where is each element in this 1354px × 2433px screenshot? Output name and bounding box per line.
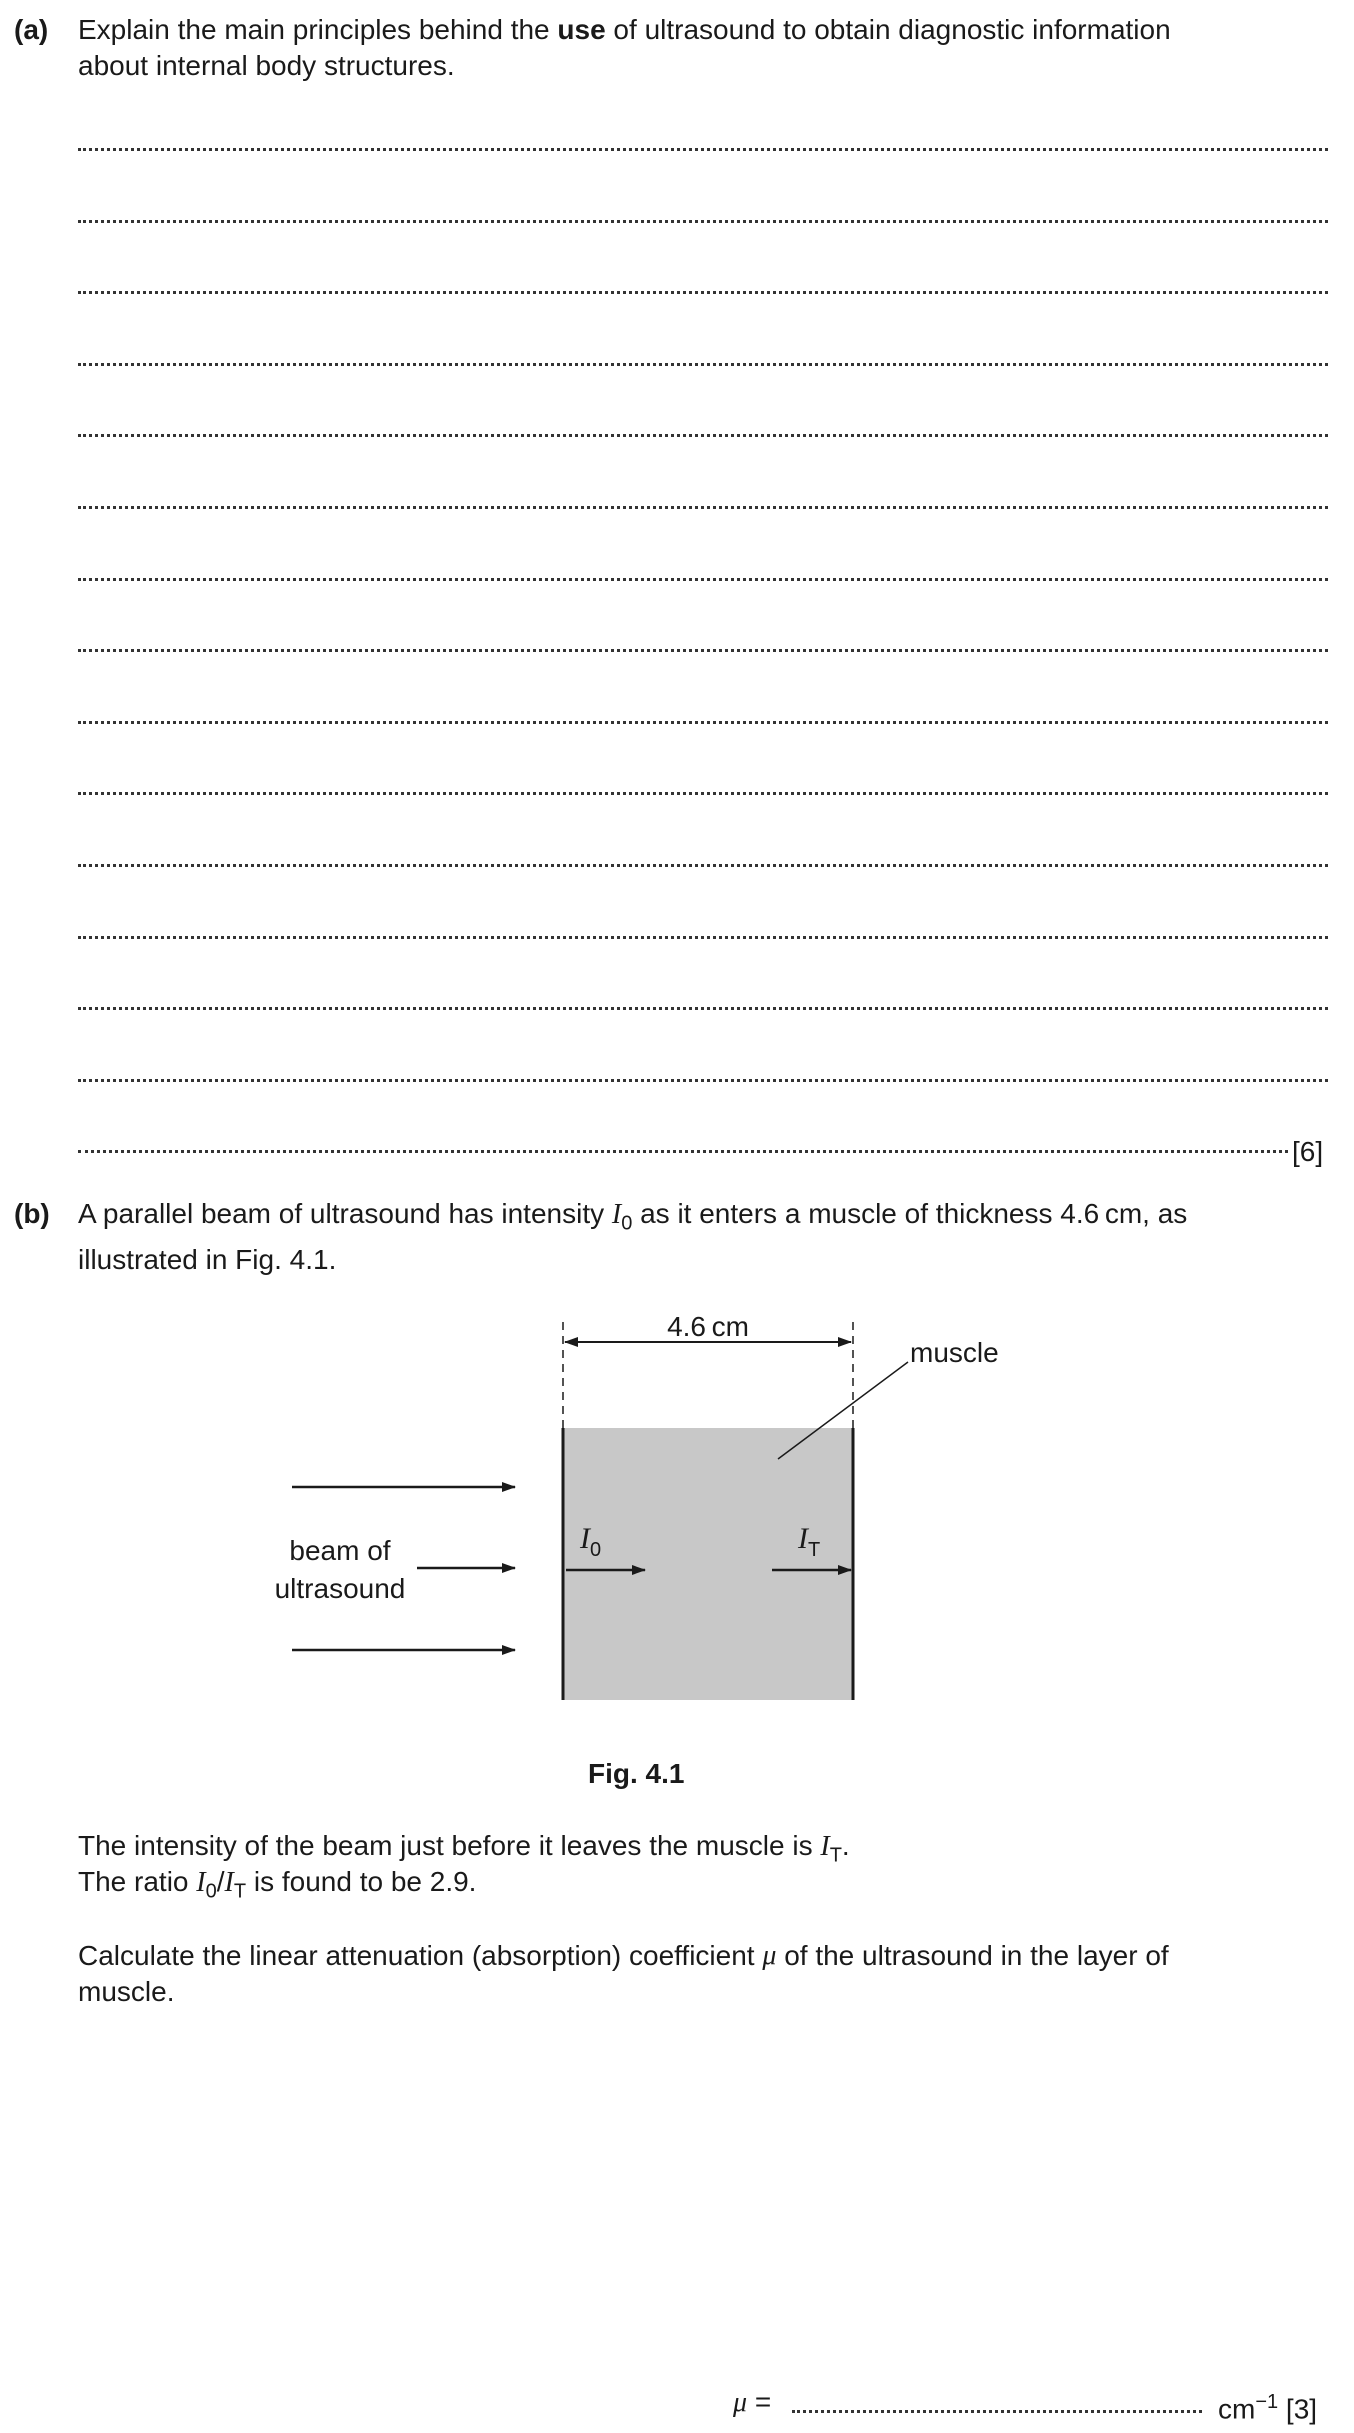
part-b-intro-symbol: I xyxy=(611,1199,622,1230)
part-b-intro-line2: illustrated in Fig. 4.1. xyxy=(78,1243,337,1275)
beam-label-line2: ultrasound xyxy=(274,1573,406,1604)
mu-answer-unit xyxy=(1218,2384,1317,2427)
sentence1-end: . xyxy=(841,1830,850,1861)
part-a-marks: [6] xyxy=(1292,1136,1324,1167)
thickness-label: 4.6 cm xyxy=(667,1311,749,1342)
sentence2-slash: / xyxy=(216,1866,225,1897)
it-subscript: T xyxy=(808,1539,821,1561)
answer-unit: cm xyxy=(1218,2393,1256,2425)
sentence2-end: is found to be 2.9. xyxy=(246,1866,477,1897)
question-mu: μ xyxy=(762,1940,777,1971)
part-b-question-line2: muscle. xyxy=(78,1976,175,2007)
i0-symbol: I xyxy=(580,1522,590,1555)
sentence2-sub1: 0 xyxy=(205,1880,217,1903)
muscle-label: muscle xyxy=(910,1337,999,1368)
part-a-label: (a) xyxy=(14,14,49,45)
muscle-block xyxy=(563,1428,853,1700)
part-a-question-line2: about internal body structures. xyxy=(78,50,455,81)
part-b-intro-text1: A parallel beam of ultrasound has intensity xyxy=(78,1198,612,1229)
question-text2: of the ultrasound in the layer of xyxy=(776,1940,1169,1971)
part-b-intro-sub: 0 xyxy=(621,1212,633,1235)
mu-answer-prefix xyxy=(733,2384,779,2421)
part-b-question xyxy=(78,1938,1330,2010)
sentence2-symbol2: I xyxy=(224,1867,234,1898)
part-b-label: (b) xyxy=(14,1198,50,1229)
sentence2-symbol1: I xyxy=(196,1867,206,1898)
sentence1-sub: T xyxy=(829,1844,842,1867)
sentence1-text: The intensity of the beam just before it leaves the muscle is xyxy=(78,1830,821,1861)
part-a-bold-word: use xyxy=(557,14,606,45)
it-symbol: I xyxy=(798,1522,808,1555)
sentence2-text: The ratio xyxy=(78,1866,197,1897)
answer-unit-sup: −1 xyxy=(1255,2391,1279,2413)
part-a-word1: Explain the main principles behind the xyxy=(78,14,558,45)
sentence2-sub2: T xyxy=(233,1880,247,1903)
question-text1: Calculate the linear attenuation (absorption) coefficient xyxy=(78,1940,763,1971)
answer-mu-symbol: μ xyxy=(733,2387,748,2418)
part-b-sentence2 xyxy=(78,1864,476,1910)
beam-label-line1: beam of xyxy=(289,1535,391,1566)
answer-marks: [3] xyxy=(1285,2393,1318,2425)
part-b-question-line1 xyxy=(78,1938,1330,1974)
sentence1-symbol: I xyxy=(820,1831,830,1862)
figure-caption: Fig. 4.1 xyxy=(588,1758,685,1789)
part-b-intro-text2: as it enters a muscle of thickness 4.6 cm, as xyxy=(632,1198,1188,1229)
answer-equals: = xyxy=(747,2386,779,2417)
mu-answer-field[interactable] xyxy=(792,2410,1202,2413)
part-a-word2: of ultrasound to obtain diagnostic information xyxy=(605,14,1171,45)
i0-subscript: 0 xyxy=(590,1539,602,1561)
